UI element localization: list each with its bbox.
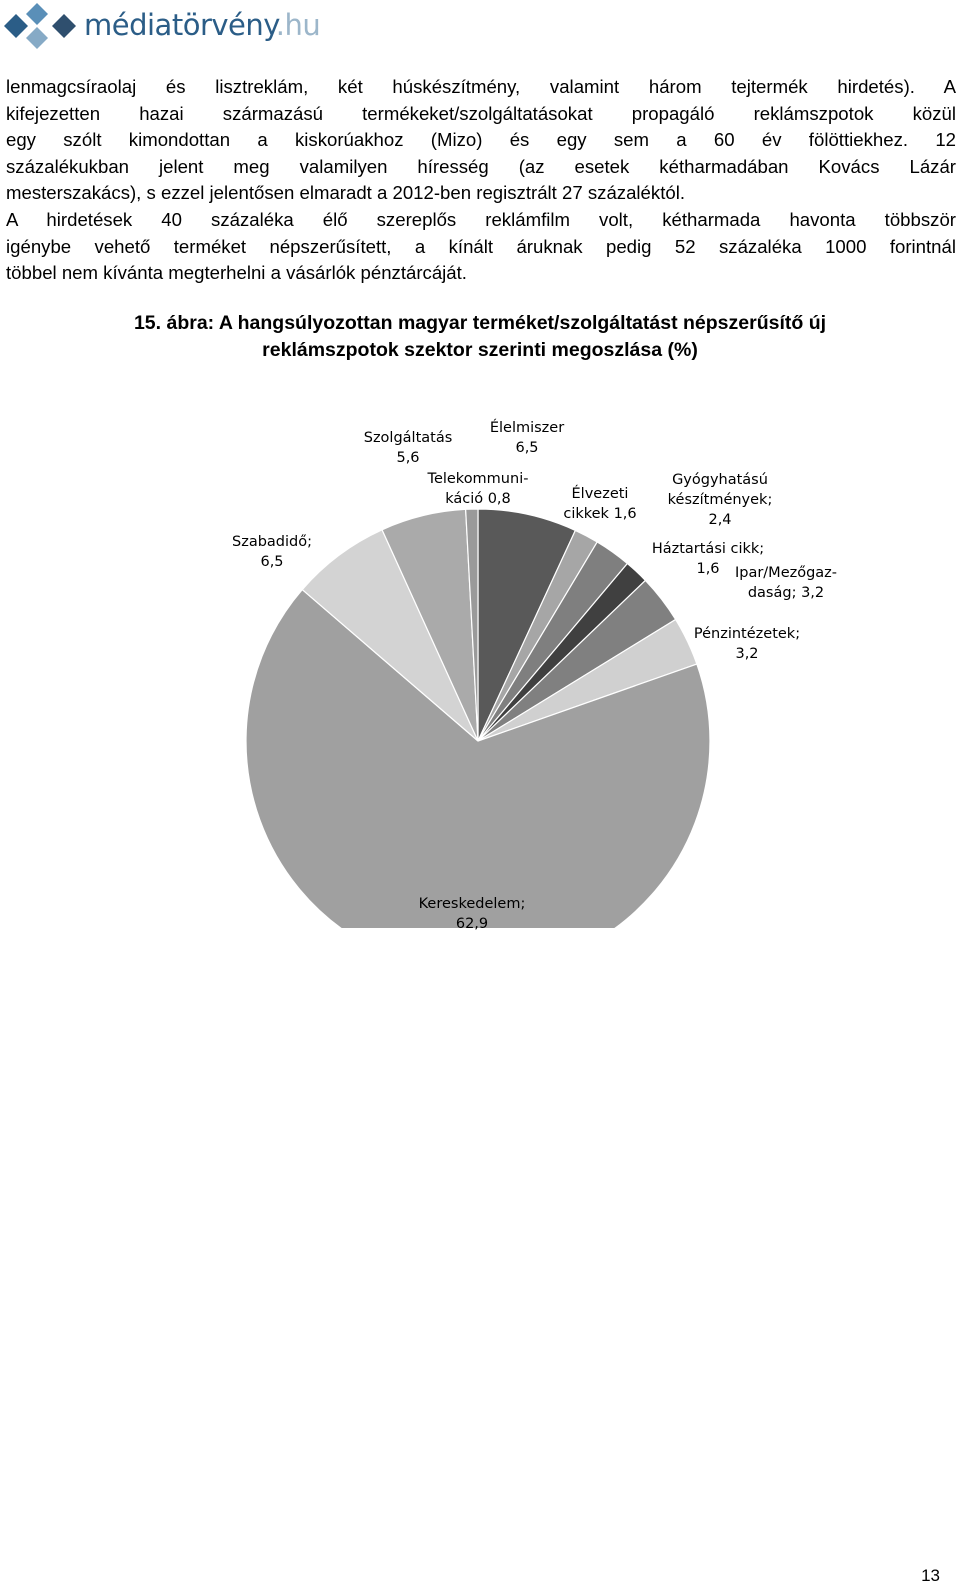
logo-text[interactable] (84, 8, 320, 42)
site-header (4, 2, 320, 50)
slice-label: Gyógyhatású készítmények; 2,4 (667, 472, 773, 528)
slice-label: Élvezeti cikkek 1,6 (563, 486, 637, 522)
logo-diamonds-icon (4, 3, 78, 49)
slice-label: Háztartási cikk; 1,6 (651, 541, 765, 577)
logo-text-main: médiatörvény (84, 8, 276, 42)
body-line: igénybe vehető terméket népszerűsített, a kínált áruknak pedig 52 százaléka 1000 forintnál (6, 235, 956, 257)
body-line: többel nem kívánta megterhelni a vásárlók pénztárcáját. (6, 262, 467, 284)
body-paragraph (6, 74, 956, 287)
pie-chart (0, 400, 960, 940)
logo-text-tld: .hu (275, 8, 321, 42)
body-line: kifejezetten hazai származású termékeket/szolgáltatásokat propagáló reklámszpotok közül (6, 102, 956, 124)
slice-label: Telekommuni-káció 0,8 (427, 471, 529, 507)
body-line: százalékukban jelent meg valamilyen híresség (az esetek kétharmadában Kovács Lázár (6, 155, 956, 177)
slice-label: Élelmiszer 6,5 (489, 420, 565, 456)
body-line: egy szólt kimondottan a kiskorúakhoz (Mizo) és egy sem a 60 év fölöttiekhez. 12 (6, 129, 956, 151)
body-line: mesterszakács), s ezzel jelentősen elmaradt a 2012-ben regisztrált 27 százaléktól. (6, 182, 685, 204)
caption-line: reklámszpotok szektor szerinti megoszlása (%) (262, 339, 698, 361)
body-line: lenmagcsíraolaj és lisztreklám, két húskészítmény, valamint három tejtermék hirdetés). A (6, 76, 956, 97)
slice-label: Szolgáltatás 5,6 (363, 430, 453, 466)
slice-label: Kereskedelem; 62,9 (418, 896, 526, 932)
figure-caption (60, 310, 900, 364)
slice-label: Pénzintézetek; 3,2 (693, 626, 801, 662)
slice-label: Szabadidő; 6,5 (232, 534, 312, 570)
body-line: A hirdetések 40 százaléka élő szereplős reklámfilm volt, kétharmada havonta többször (6, 208, 956, 230)
caption-line: 15. ábra: A hangsúlyozottan magyar terméket/szolgáltatást népszerűsítő új (133, 312, 827, 334)
slice-label: Ipar/Mezőgaz-daság; 3,2 (734, 565, 838, 601)
page-number: 13 (921, 1566, 940, 1585)
